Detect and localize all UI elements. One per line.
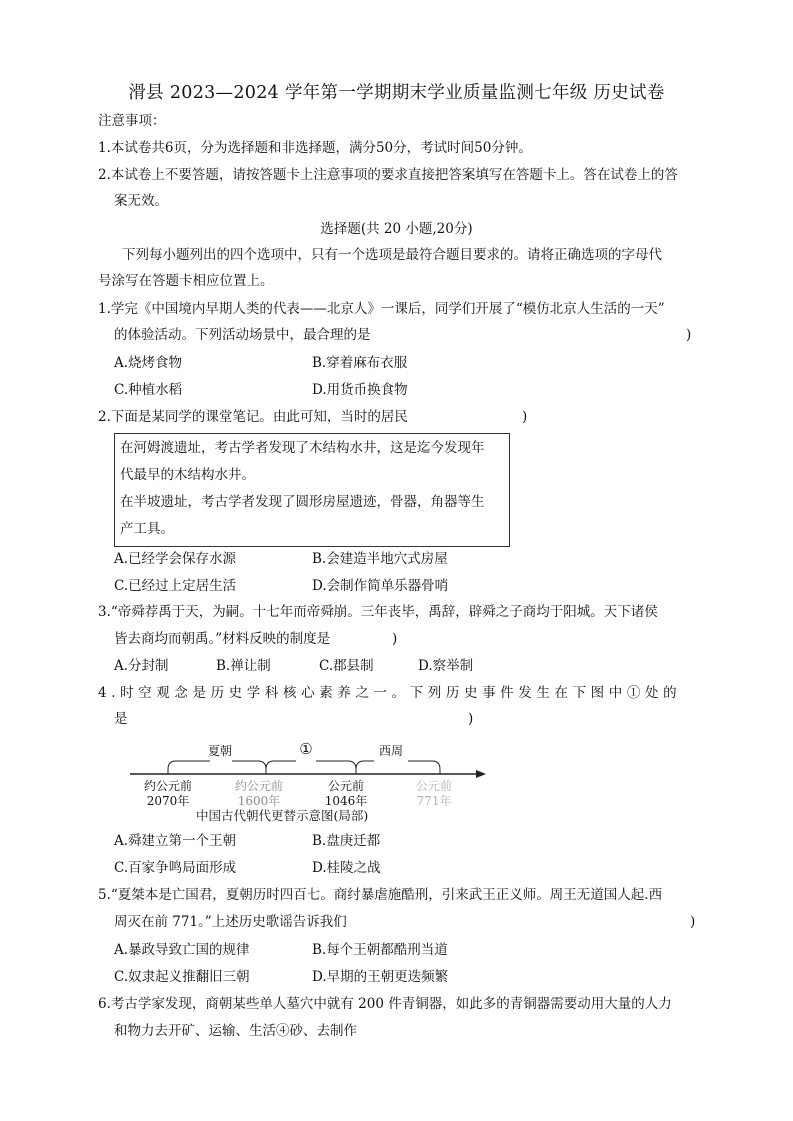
timeline-caption: 中国古代朝代更替示意图(局部) — [196, 808, 369, 823]
tick-3-label-top: 公元前 — [327, 779, 364, 793]
notice-item-2-line-2: 案无效。 — [114, 193, 168, 209]
tick-1-label-top: 约公元前 — [143, 779, 192, 793]
tick-2-label-bottom: 1600年 — [237, 794, 281, 808]
notice-item-2-line-1: 2.本试卷上不要答题，请按答题卡上注意事项的要求直接把答案填写在答题卡上。答在试卷上的答 — [98, 167, 678, 183]
question-3-line-1: 3.“帝舜荐禹于天，为嗣。十七年而帝舜崩。三年丧毕，禹辞，辟舜之子商均于阳城。天下诸侯 — [98, 604, 658, 620]
question-6-line-2: 和物力去开矿、运输、生活④砂、去制作 — [114, 1023, 357, 1039]
question-1-line-2: 的体验活动。下列活动场景中，最合理的是 — [114, 327, 371, 343]
question-2-option-a: A.已经学会保存水源 — [114, 551, 237, 567]
tick-4-label-top: 公元前 — [415, 779, 452, 793]
tick-2-label-top: 约公元前 — [234, 779, 283, 793]
question-5-option-a: A.暴政导致亡国的规律 — [114, 942, 250, 958]
bracket-xia — [168, 761, 266, 769]
material-line-2: 代最早的木结构水井。 — [120, 467, 255, 483]
question-3-option-c: C.郡县制 — [319, 658, 374, 674]
notice-item-1: 1.本试卷共6页，分为选择题和非选择题，满分50分，考试时间50分钟。 — [98, 140, 532, 156]
question-5-line-2: 周灭在前 771。”上述历史歌谣告诉我们 — [114, 914, 347, 930]
question-3-option-a: A.分封制 — [114, 658, 169, 674]
material-line-4: 产工具。 — [120, 521, 174, 537]
timeline-segment-1: ① — [299, 740, 313, 758]
section-instruction-line-1: 下列每小题列出的四个选项中，只有一个选项是最符合题目要求的。请将正确选项的字母代 — [122, 247, 662, 263]
question-2-answer-paren: ) — [522, 409, 528, 425]
question-1-option-b: B.穿着麻布衣服 — [312, 355, 408, 371]
question-2-line-1: 2.下面是某同学的课堂笔记。由此可知，当时的居民 — [98, 409, 408, 425]
question-1-option-c: C.种植水稻 — [114, 382, 183, 398]
question-1-option-a: A.烧烤食物 — [114, 355, 183, 371]
exam-title: 滑县 2023—2024 学年第一学期期末学业质量监测七年级 历史试卷 — [128, 83, 665, 103]
question-1-option-d: D.用货币换食物 — [312, 382, 408, 398]
question-3-option-d: D.察举制 — [418, 658, 474, 674]
question-5-option-d: D.早期的王朝更迭频繁 — [312, 969, 449, 985]
question-5-answer-paren: ) — [690, 914, 696, 930]
question-2-material-box — [114, 433, 510, 547]
timeline-segment-western-zhou: 西周 — [378, 744, 403, 758]
material-line-1: 在河姆渡遗址，考古学者发现了木结构水井，这是迄今发现年 — [120, 440, 485, 456]
question-5-option-b: B.每个王朝都酷刑当道 — [312, 942, 448, 958]
question-2-option-b: B.会建造半地穴式房屋 — [312, 551, 448, 567]
question-4-line-1: 4.时空观念是历史学科核心素养之一。下列历史事件发生在下图中①处的 — [98, 685, 682, 701]
question-2-option-d: D.会制作简单乐器骨哨 — [312, 578, 449, 594]
question-3-answer-paren: ) — [392, 631, 398, 647]
question-4-option-a: A.舜建立第一个王朝 — [114, 833, 237, 849]
section-heading: 选择题(共 20 小题,20分) — [320, 221, 473, 237]
question-5-line-1: 5.“夏桀本是亡国君，夏朝历时四百七。商纣暴虐施酷刑，引来武王正义师。周王无道国人起.西 — [98, 887, 663, 903]
question-2-option-c: C.已经过上定居生活 — [114, 578, 237, 594]
question-5-option-c: C.奴隶起义推翻旧三朝 — [114, 969, 250, 985]
tick-4-label-bottom: 771年 — [416, 794, 452, 808]
tick-3-label-bottom: 1046年 — [324, 794, 368, 808]
question-4-option-b: B.盘庚迁都 — [312, 833, 381, 849]
question-4-option-c: C.百家争鸣局面形成 — [114, 860, 237, 876]
question-6-line-1: 6.考古学家发现，商朝某些单人墓穴中就有 200 件青铜器，如此多的青铜器需要动用大量的人力 — [98, 996, 672, 1012]
question-1-answer-paren: ) — [686, 327, 692, 343]
timeline-segment-xia: 夏朝 — [207, 744, 232, 758]
bracket-western-zhou — [356, 761, 440, 769]
bracket-unknown — [266, 761, 356, 769]
question-3-line-2: 皆去商均而朝禹。”材料反映的制度是 — [114, 631, 331, 647]
tick-1-label-bottom: 2070年 — [146, 794, 190, 808]
section-instruction-line-2: 号涂写在答题卡相应位置上。 — [98, 273, 274, 289]
question-4-answer-paren: ) — [468, 711, 474, 727]
notice-heading: 注意事项： — [98, 113, 166, 129]
timeline-arrow — [476, 770, 486, 778]
question-4-option-d: D.桂陵之战 — [312, 860, 381, 876]
question-4-line-2: 是 — [114, 711, 128, 727]
question-3-option-b: B.禅让制 — [216, 658, 271, 674]
question-1-line-1: 1.学完《中国境内早期人类的代表——北京人》一课后，同学们开展了“模仿北京人生活的一天” — [98, 301, 665, 317]
material-line-3: 在半坡遗址，考古学者发现了圆形房屋遗迹，骨器，角器等生 — [120, 494, 485, 510]
